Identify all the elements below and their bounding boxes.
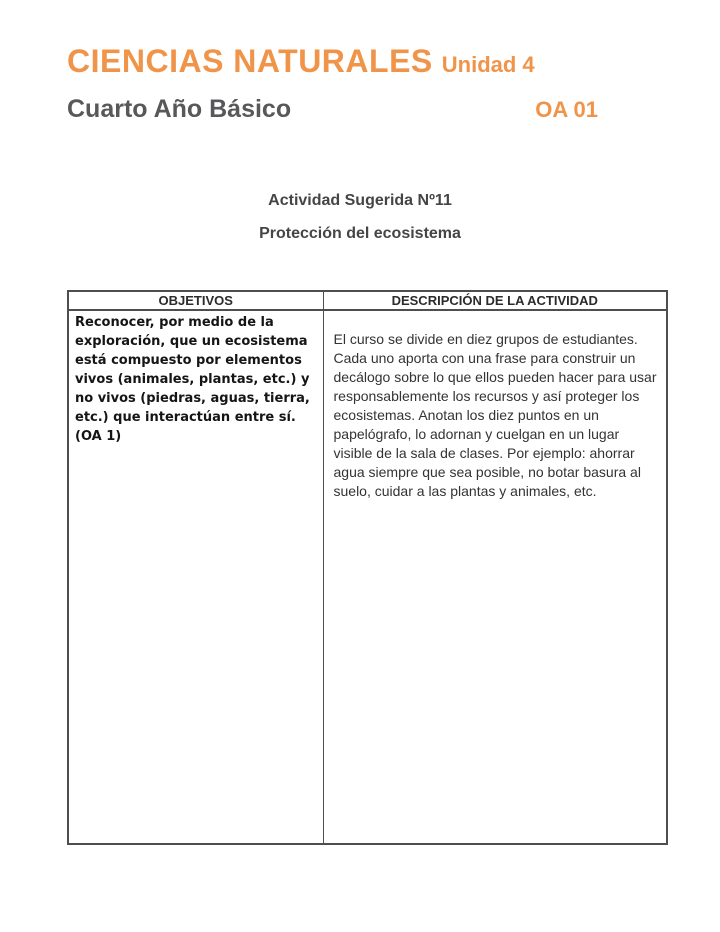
document-subheader (67, 97, 598, 122)
grade-level: Cuarto Año Básico (67, 95, 292, 123)
activity-titles (0, 191, 720, 243)
table-row (68, 310, 667, 844)
descripcion-cell: El curso se divide en diez grupos de estudiantes. Cada uno aporta con una frase para construir un decálogo sobre lo que ellos pueden hacer para usar responsablemente los recursos y así proteger los ecosistemas. Anotan los diez puntos en un papelógrafo, lo adornan y cuelgan en un lugar visible de la sala de clases. Por ejemplo: ahorrar agua siempre que sea posible, no botar basura al suelo, cuidar a las plantas y animales, etc. (323, 310, 667, 844)
objetivos-cell: Reconocer, por medio de la exploración, que un ecosistema está compuesto por elementos vivos (animales, plantas, etc.) y no vivos (piedras, aguas, tierra, etc.) que interactúan entre sí. (OA 1) (68, 310, 323, 844)
activity-subtitle: Protección del ecosistema (259, 225, 461, 242)
table-header-row (68, 291, 667, 310)
unit-label: Unidad 4 (441, 52, 535, 77)
oa-code: OA 01 (535, 97, 598, 122)
activity-title: Actividad Sugerida Nº11 (268, 192, 452, 209)
activity-table (67, 290, 668, 845)
column-header-descripcion: DESCRIPCIÓN DE LA ACTIVIDAD (323, 291, 667, 310)
course-title: CIENCIAS NATURALES (67, 43, 433, 79)
document-header (67, 45, 535, 77)
column-header-objetivos: OBJETIVOS (68, 291, 323, 310)
